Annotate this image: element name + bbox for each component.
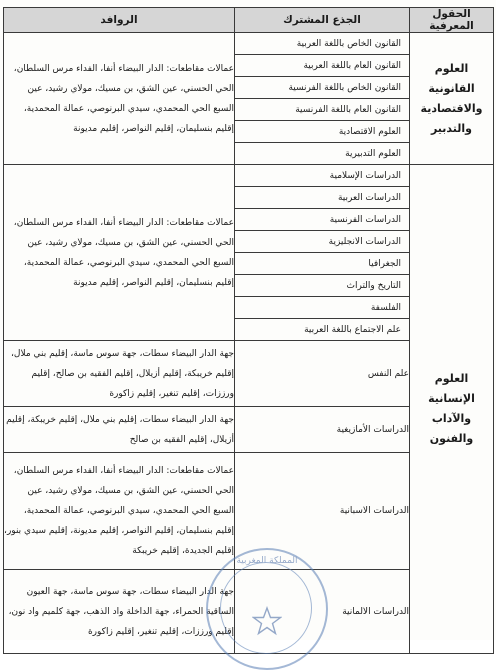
law-feeders: عمالات مقاطعات: الدار البيضاء أنفا، الفداء مرس السلطان، الحي الحسني، عين الشق، بن مسيك، مولاي رشيد، عين السبع الحي المحمدي، سيدي البرنوصي، عمالة المحمدية، إقليم بنسليمان، إقليم النواصر، إقليم مديونة: [4, 33, 235, 165]
trunk-item: القانون الخاص باللغة العربية: [235, 33, 409, 55]
trunk-item: العلوم التدبيرية: [345, 148, 401, 159]
field-humanities: العلوم الإنسانية والآداب والفنون: [410, 165, 494, 654]
header-trunk: الجذع المشترك: [235, 8, 410, 33]
law-trunks: [235, 33, 410, 165]
header-fields: الحقول المعرفية: [410, 8, 494, 33]
field-law: العلوم القانونية والاقتصادية والتدبير: [410, 33, 494, 165]
humanities-trunk-list: [235, 165, 409, 340]
trunk-item: علم الاجتماع باللغة العربية: [304, 324, 401, 335]
german-feeders: جهة الدار البيضاء سطات، جهة سوس ماسة، جهة العيون الساقية الحمراء، جهة الداخلة واد الذهب، جهة كلميم واد نون، إقليم ورززات، إقليم تنغير، إقليم زاكورة: [4, 570, 235, 654]
official-seal: [206, 548, 328, 670]
amazigh-feeders: جهة الدار البيضاء سطات، إقليم بني ملال، إقليم خريبكة، إقليم أزيلال، إقليم الفقيه بن صالح: [4, 407, 235, 453]
header-row: [4, 8, 494, 33]
star-icon: [252, 606, 282, 636]
trunk-item: العلوم الاقتصادية: [235, 121, 409, 143]
trunk-item: الدراسات الإسلامية: [235, 165, 409, 187]
trunk-item: القانون العام باللغة العربية: [235, 55, 409, 77]
trunk-item: التاريخ والتراث: [235, 275, 409, 297]
header-feeders: الروافد: [4, 8, 235, 33]
trunk-item: الدراسات الفرنسية: [235, 209, 409, 231]
seal-text: المملكة المغربية: [236, 556, 298, 566]
humanities-row: [4, 165, 494, 341]
trunk-psychology: علم النفس: [235, 341, 410, 407]
law-row: [4, 33, 494, 165]
humanities-trunks: [235, 165, 410, 341]
trunk-item: الدراسات الانجليزية: [235, 231, 409, 253]
trunk-item: الفلسفة: [235, 297, 409, 319]
trunk-item: القانون العام باللغة الفرنسية: [235, 99, 409, 121]
trunk-item: الجغرافيا: [235, 253, 409, 275]
psychology-feeders: جهة الدار البيضاء سطات، جهة سوس ماسة، إقليم بني ملال، إقليم خريبكة، إقليم أزيلال، إقليم الفقيه بن صالح، إقليم ورززات، إقليم تنغير، إقليم زاكورة: [4, 341, 235, 407]
spanish-feeders: عمالات مقاطعات: الدار البيضاء أنفا، الفداء مرس السلطان، الحي الحسني، عين الشق، بن مسيك، مولاي رشيد، عين السبع الحي المحمدي، سيدي البرنوصي، عمالة المحمدية، إقليم بنسليمان، إقليم النواصر، إقليم مديونة، إقليم سيدي بنور، إقليم الجديدة، إقليم خريبكة: [4, 453, 235, 570]
law-trunk-list: [235, 33, 409, 164]
trunk-spanish: الدراسات الاسبانية: [235, 453, 410, 570]
trunk-german: الدراسات الالمانية: [235, 570, 410, 654]
trunk-amazigh: الدراسات الأمازيغية: [235, 407, 410, 453]
humanities-feeders: عمالات مقاطعات: الدار البيضاء أنفا، الفداء مرس السلطان، الحي الحسني، عين الشق، بن مسيك، مولاي رشيد، عين السبع الحي المحمدي، سيدي البرنوصي، عمالة المحمدية، إقليم بنسليمان، إقليم النواصر، إقليم مديونة: [4, 165, 235, 341]
trunk-item: القانون الخاص باللغة الفرنسية: [235, 77, 409, 99]
trunk-item: الدراسات العربية: [235, 187, 409, 209]
